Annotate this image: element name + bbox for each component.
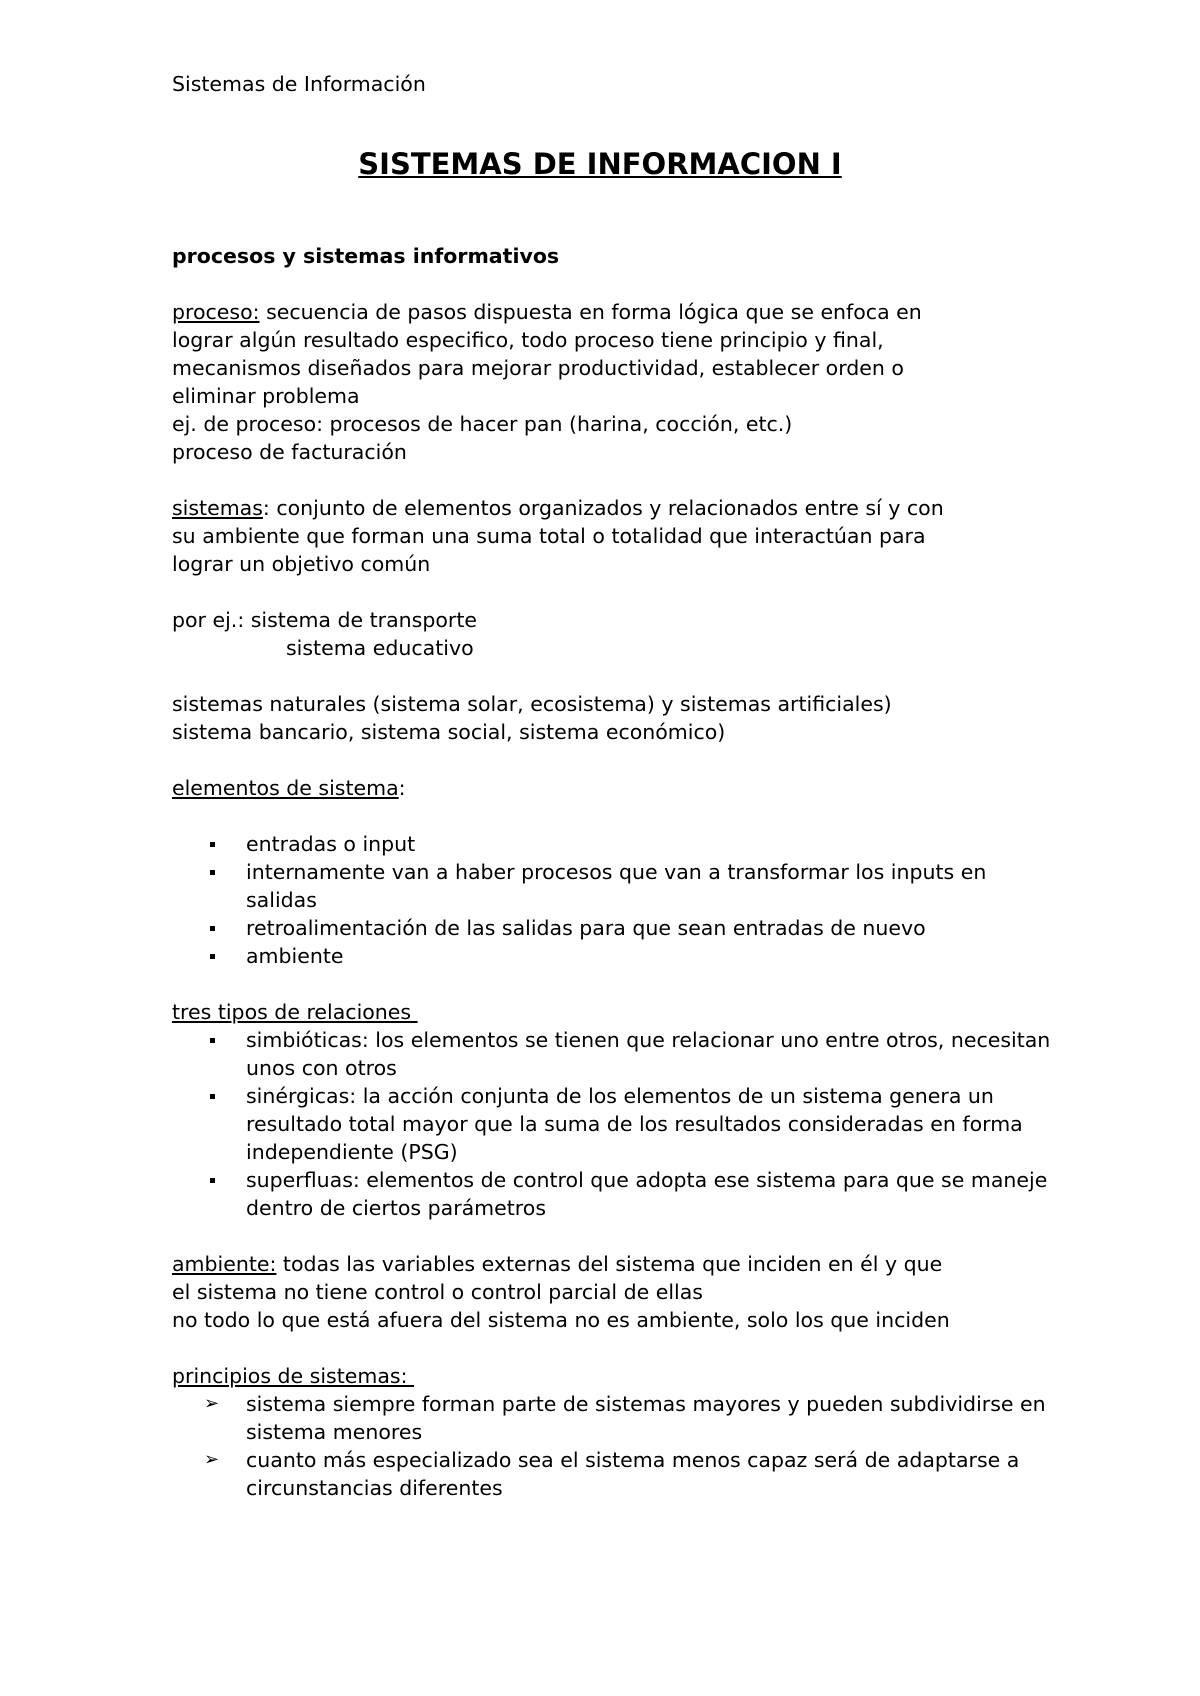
ambiente-text-1: todas las variables externas del sistema que inciden en él y que — [276, 1252, 943, 1276]
principios-list — [172, 1390, 1052, 1502]
list-item: entradas o input — [172, 830, 1052, 858]
ejemplos-line-1: por ej.: sistema de transporte — [172, 608, 477, 632]
ejemplos-block — [172, 606, 1052, 662]
elementos-heading-suffix: : — [398, 776, 406, 800]
elementos-heading: elementos de sistema — [172, 776, 399, 800]
ambiente-line-3: no todo lo que está afuera del sistema no es ambiente, solo los que inciden — [172, 1308, 950, 1332]
document-body — [172, 242, 1052, 1502]
naturales-line-2: sistema bancario, sistema social, sistema económico) — [172, 720, 726, 744]
document-title: SISTEMAS DE INFORMACION I — [358, 147, 842, 181]
sistemas-line-1 — [172, 494, 1052, 522]
proceso-line-5: ej. de proceso: procesos de hacer pan (harina, cocción, etc.) — [172, 412, 793, 436]
ambiente-term: ambiente: — [172, 1252, 277, 1276]
elementos-heading-line — [172, 774, 1052, 802]
list-item: sinérgicas: la acción conjunta de los elementos de un sistema genera un resultado total mayor que la suma de los resultados consideradas en forma independiente (PSG) — [172, 1082, 1052, 1166]
list-item: retroalimentación de las salidas para que sean entradas de nuevo — [172, 914, 1052, 942]
proceso-text-1: secuencia de pasos dispuesta en forma lógica que se enfoca en — [259, 300, 922, 324]
list-item: internamente van a haber procesos que van a transformar los inputs en salidas — [172, 858, 1052, 914]
elementos-list — [172, 830, 1052, 970]
proceso-line-1 — [172, 298, 1052, 326]
principios-heading: principios de sistemas: — [172, 1364, 415, 1388]
relaciones-list — [172, 1026, 1052, 1222]
list-item: simbióticas: los elementos se tienen que relacionar uno entre otros, necesitan unos con otros — [172, 1026, 1052, 1082]
page-header: Sistemas de Información — [172, 72, 426, 96]
sistemas-term: sistemas — [172, 496, 263, 520]
list-item: ➢ sistema siempre forman parte de sistemas mayores y pueden subdividirse en sistema menores — [172, 1390, 1052, 1446]
list-item: superfluas: elementos de control que adopta ese sistema para que se maneje dentro de ciertos parámetros — [172, 1166, 1052, 1222]
naturales-line-1: sistemas naturales (sistema solar, ecosistema) y sistemas artificiales) — [172, 692, 892, 716]
section-subtitle: procesos y sistemas informativos — [172, 244, 560, 268]
proceso-line-2: lograr algún resultado especifico, todo proceso tiene principio y final, — [172, 328, 884, 352]
ambiente-definition — [172, 1250, 1052, 1334]
proceso-line-4: eliminar problema — [172, 384, 360, 408]
ambiente-line-1 — [172, 1250, 1052, 1278]
sistemas-definition — [172, 494, 1052, 578]
naturales-block — [172, 690, 1052, 746]
sistemas-line-2: su ambiente que forman una suma total o totalidad que interactúan para — [172, 524, 926, 548]
sistemas-text-1: : conjunto de elementos organizados y relacionados entre sí y con — [262, 496, 944, 520]
sistemas-line-3: lograr un objetivo común — [172, 552, 431, 576]
ambiente-line-2: el sistema no tiene control o control parcial de ellas — [172, 1280, 703, 1304]
proceso-definition — [172, 298, 1052, 466]
relaciones-heading: tres tipos de relaciones — [172, 1000, 418, 1024]
proceso-term: proceso: — [172, 300, 260, 324]
list-item: ➢ cuanto más especializado sea el sistema menos capaz será de adaptarse a circunstancias diferentes — [172, 1446, 1052, 1502]
ejemplos-line-2: sistema educativo — [286, 636, 474, 660]
proceso-line-3: mecanismos diseñados para mejorar productividad, establecer orden o — [172, 356, 904, 380]
proceso-line-6: proceso de facturación — [172, 440, 407, 464]
list-item: ambiente — [172, 942, 1052, 970]
